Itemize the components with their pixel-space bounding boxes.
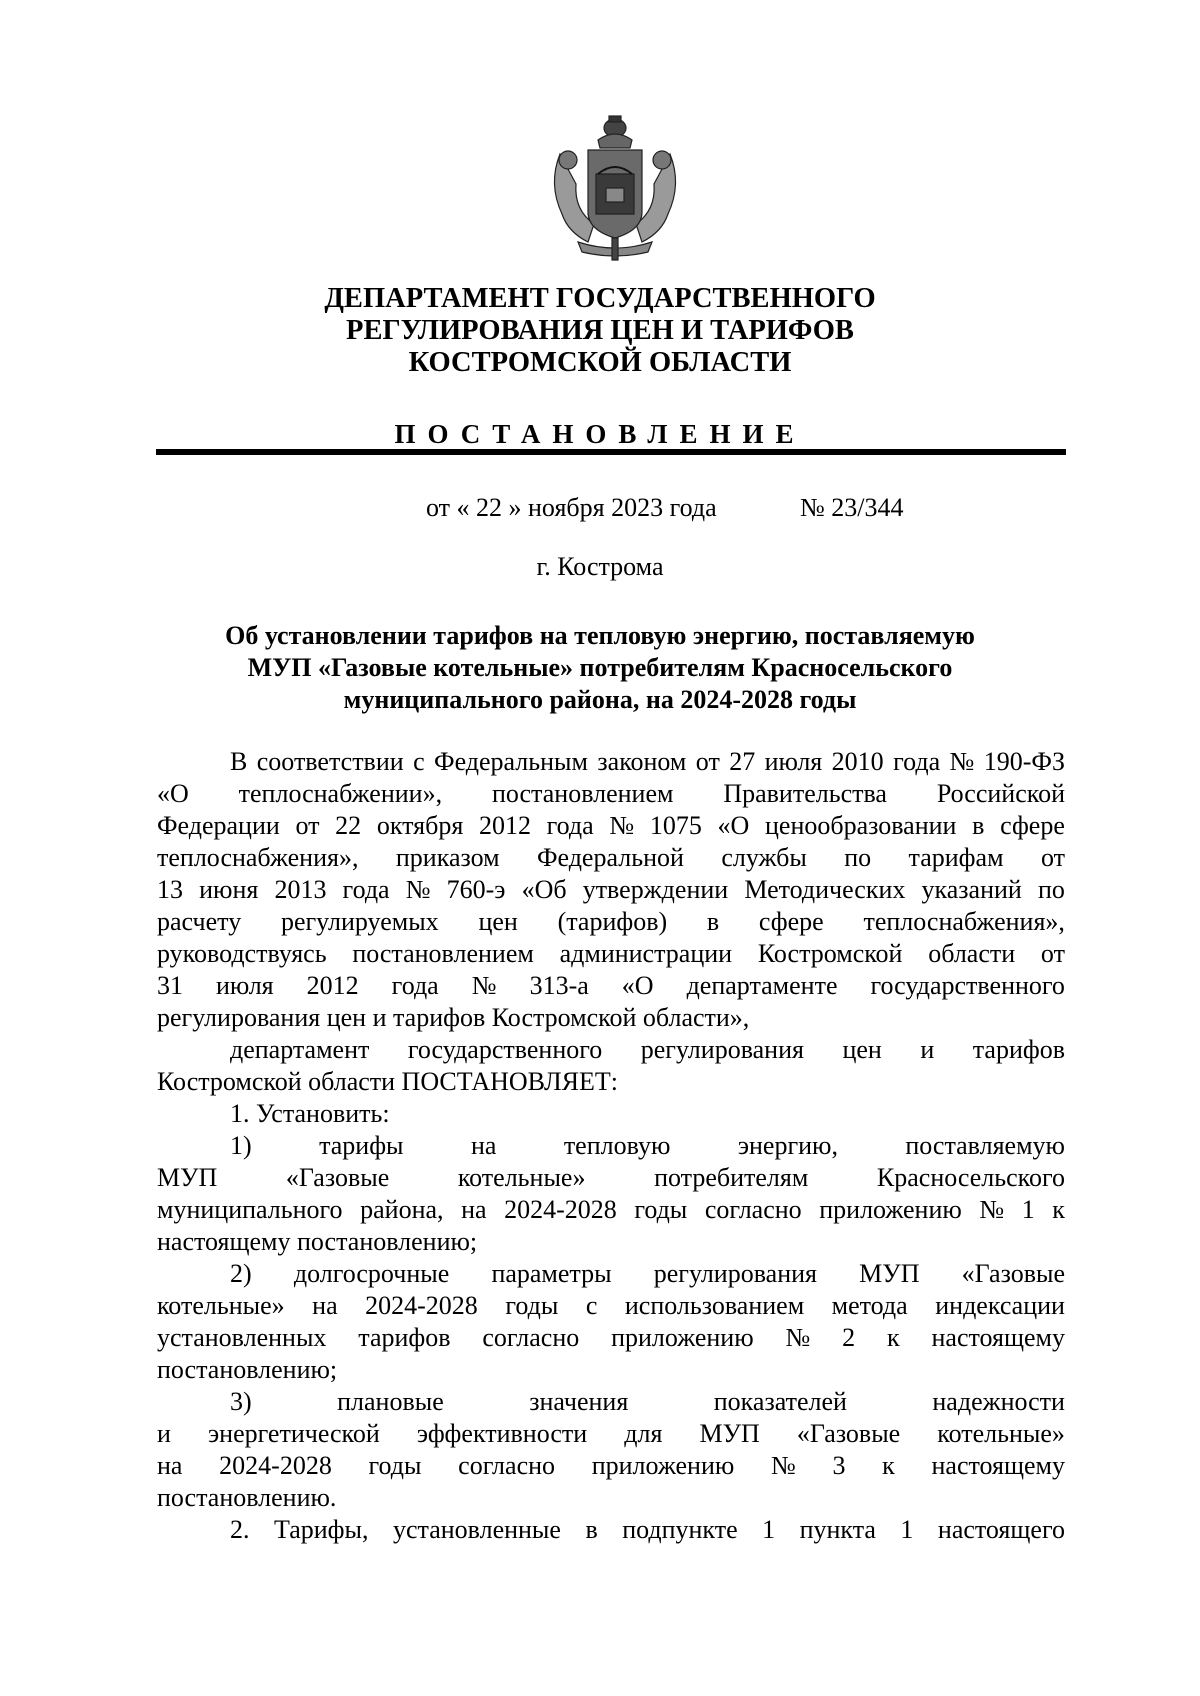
body-word: 2012	[478, 811, 531, 840]
body-word: Красносельского	[876, 1163, 1065, 1192]
body-text: Костромской области ПОСТАНОВЛЯЕТ:	[157, 1067, 618, 1096]
body-word: 760-э	[446, 875, 506, 904]
body-word: цен	[478, 907, 518, 936]
body-word: 2024-2028	[504, 1195, 617, 1224]
body-word: года	[546, 811, 594, 840]
body-word: в	[972, 811, 985, 840]
body-word: 2)	[230, 1259, 252, 1288]
body-word: расчету	[157, 907, 242, 936]
subject-line: Об установлении тарифов на тепловую энергию, поставляемую	[225, 621, 975, 650]
body-word: «Газовые	[961, 1259, 1065, 1288]
body-word: «Об	[521, 875, 567, 904]
body-word: с	[413, 747, 425, 776]
body-word: 1	[762, 1515, 776, 1544]
body-word: 190-ФЗ	[983, 747, 1065, 776]
body-word: от	[695, 747, 720, 776]
body-word: указаний	[921, 875, 1022, 904]
body-text: регулирования цен и тарифов Костромской области»,	[157, 1003, 750, 1032]
body-word: руководствуясь	[157, 939, 327, 968]
body-text-line	[157, 1034, 1065, 1066]
body-word: октября	[376, 811, 464, 840]
body-word: июля	[216, 971, 274, 1000]
body-word: тепловую	[563, 1131, 671, 1160]
body-word: постановлением	[352, 939, 534, 968]
body-word: сфере	[758, 907, 824, 936]
department-name-line: РЕГУЛИРОВАНИЯ ЦЕН И ТАРИФОВ	[346, 315, 854, 346]
body-text-line	[157, 1098, 1065, 1130]
body-word: значения	[529, 1387, 629, 1416]
body-word: года	[342, 875, 390, 904]
body-word: области	[928, 939, 1016, 968]
body-text-line	[157, 1514, 1065, 1546]
body-text: настоящему постановлению;	[157, 1227, 478, 1256]
body-text-line	[157, 842, 1065, 874]
body-word: от	[1040, 843, 1065, 872]
body-text-line	[157, 1066, 1065, 1098]
body-text-line	[157, 746, 1065, 778]
body-word: июня	[199, 875, 259, 904]
body-text-line	[157, 906, 1065, 938]
body-word: 1	[900, 1515, 914, 1544]
body-word: тарифам	[908, 843, 1004, 872]
body-word: в	[585, 1515, 598, 1544]
body-word: МУП	[699, 1419, 760, 1448]
body-word: №	[471, 971, 497, 1000]
body-text: постановлению;	[157, 1355, 338, 1384]
body-word: МУП	[157, 1163, 218, 1192]
body-word: метода	[831, 1291, 908, 1320]
body-word: 1)	[230, 1131, 252, 1160]
body-word: «Газовые	[796, 1419, 901, 1448]
body-word: департамент	[230, 1035, 370, 1064]
body-word: «О	[157, 779, 189, 808]
body-word: от	[295, 811, 320, 840]
body-text-line	[157, 1258, 1065, 1290]
department-name-line: ДЕПАРТАМЕНТ ГОСУДАРСТВЕННОГО	[324, 283, 876, 314]
body-word: поставляемую	[905, 1131, 1065, 1160]
document-type-heading: ПОСТАНОВЛЕНИЕ	[394, 419, 806, 449]
body-word: службы	[721, 843, 807, 872]
body-word: теплоснабжении»,	[238, 779, 443, 808]
document-date: от « 22 » ноября 2023 года	[426, 493, 717, 522]
body-word: (тарифов)	[557, 907, 668, 936]
body-word: от	[1040, 939, 1065, 968]
body-text-line	[157, 1322, 1065, 1354]
body-word: регулирования	[640, 1035, 804, 1064]
body-word: использованием	[624, 1291, 805, 1320]
body-word: приложению	[611, 1323, 754, 1352]
body-text-line	[157, 970, 1065, 1002]
body-word: МУП	[859, 1259, 920, 1288]
body-word: Федеральной	[536, 843, 684, 872]
body-word: муниципального	[157, 1195, 343, 1224]
body-word: администрации	[559, 939, 733, 968]
body-word: к	[882, 1451, 895, 1480]
body-word: установленных	[157, 1323, 327, 1352]
body-word: Правительства	[723, 779, 887, 808]
body-word: долгосрочные	[293, 1259, 450, 1288]
body-word: плановые	[337, 1387, 444, 1416]
body-word: «Газовые	[285, 1163, 390, 1192]
body-text-line	[157, 1450, 1065, 1482]
body-text-line	[157, 874, 1065, 906]
body-text-line	[157, 1226, 1065, 1258]
body-word: регулирования	[653, 1259, 817, 1288]
body-word: по	[1037, 875, 1065, 904]
body-text: 1. Установить:	[230, 1099, 390, 1128]
body-word: №	[405, 875, 431, 904]
body-word: В	[230, 747, 248, 776]
document-body	[157, 746, 1065, 1546]
body-word: к	[1052, 1195, 1065, 1224]
body-word: 27	[729, 747, 756, 776]
body-word: департаменте	[686, 971, 838, 1000]
body-word: на	[461, 1195, 487, 1224]
header-divider	[156, 449, 1066, 455]
body-word: котельные»	[457, 1163, 586, 1192]
body-text-line	[157, 810, 1065, 842]
body-word: годы	[634, 1195, 688, 1224]
body-text-line	[157, 1386, 1065, 1418]
body-word: года	[391, 971, 439, 1000]
subject-line: муниципального района, на 2024-2028 годы	[343, 685, 857, 714]
body-word: и	[920, 1035, 935, 1064]
body-word: №	[609, 811, 635, 840]
body-word: 31	[157, 971, 183, 1000]
body-word: года	[893, 747, 941, 776]
body-word: постановлением	[491, 779, 674, 808]
body-word: 2010	[831, 747, 884, 776]
body-word: №	[949, 747, 975, 776]
body-word: Российской	[936, 779, 1065, 808]
body-word: энергетической	[208, 1419, 380, 1448]
body-word: цен	[842, 1035, 882, 1064]
body-word: на	[157, 1451, 183, 1480]
body-word: 22	[335, 811, 362, 840]
body-word: государственного	[870, 971, 1065, 1000]
body-word: 2.	[230, 1515, 250, 1544]
document-city: г. Кострома	[536, 552, 664, 581]
body-word: теплоснабжения»,	[157, 843, 359, 872]
body-text: постановлению.	[157, 1483, 337, 1512]
body-text-line	[157, 1162, 1065, 1194]
body-word: «О	[717, 811, 750, 840]
body-word: приказом	[395, 843, 500, 872]
body-word: в	[706, 907, 720, 936]
body-text-line	[157, 938, 1065, 970]
body-text-line	[157, 1418, 1065, 1450]
subject-line: МУП «Газовые котельные» потребителям Красносельского	[247, 653, 953, 682]
body-word: 2024-2028	[365, 1291, 478, 1320]
body-word: соответствии	[256, 747, 404, 776]
body-word: 2	[842, 1323, 856, 1352]
body-word: на	[470, 1131, 497, 1160]
body-word: 3	[832, 1451, 846, 1480]
body-text-line	[157, 1002, 1065, 1034]
body-word: №	[770, 1451, 796, 1480]
body-word: согласно	[704, 1195, 802, 1224]
body-word: к	[887, 1323, 900, 1352]
body-word: 2013	[274, 875, 327, 904]
body-text-line	[157, 1194, 1065, 1226]
body-word: 1	[1021, 1195, 1035, 1224]
body-word: сфере	[1000, 811, 1065, 840]
body-word: котельные»	[937, 1419, 1065, 1448]
body-word: Федеральным	[434, 747, 588, 776]
body-word: Федерации	[157, 811, 280, 840]
body-word: июля	[764, 747, 823, 776]
body-word: настоящему	[931, 1323, 1065, 1352]
department-name-line: КОСТРОМСКОЙ ОБЛАСТИ	[408, 347, 792, 378]
body-word: по	[844, 843, 872, 872]
body-word: утверждении	[582, 875, 729, 904]
body-word: приложению	[591, 1451, 735, 1480]
body-word: котельные»	[157, 1291, 285, 1320]
body-word: настоящему	[931, 1451, 1065, 1480]
body-word: настоящего	[937, 1515, 1065, 1544]
body-word: 1075	[649, 811, 702, 840]
body-word: регулируемых	[280, 907, 439, 936]
body-word: эффективности	[416, 1419, 588, 1448]
body-word: годы	[505, 1291, 559, 1320]
body-word: «О	[621, 971, 654, 1000]
body-word: №	[785, 1323, 811, 1352]
body-word: для	[624, 1419, 663, 1448]
body-word: законом	[597, 747, 687, 776]
body-word: надежности	[932, 1387, 1065, 1416]
department-name	[0, 283, 1200, 379]
body-word: Костромской	[757, 939, 903, 968]
body-word: на	[312, 1291, 338, 1320]
body-word: энергию,	[737, 1131, 838, 1160]
body-word: тарифов	[972, 1035, 1065, 1064]
body-word: Тарифы,	[273, 1515, 369, 1544]
body-word: потребителям	[654, 1163, 809, 1192]
body-word: подпункте	[622, 1515, 738, 1544]
body-word: теплоснабжения»,	[863, 907, 1065, 936]
body-text-line	[157, 1290, 1065, 1322]
body-word: 3)	[230, 1387, 252, 1416]
body-word: района,	[360, 1195, 444, 1224]
body-word: тарифов	[358, 1323, 451, 1352]
body-text-line	[157, 1354, 1065, 1386]
body-word: показателей	[713, 1387, 847, 1416]
body-word: пункта	[799, 1515, 876, 1544]
body-word: ценообразовании	[764, 811, 957, 840]
document-subject	[0, 620, 1200, 716]
body-word: параметры	[491, 1259, 612, 1288]
body-word: установленные	[392, 1515, 561, 1544]
body-word: государственного	[407, 1035, 603, 1064]
body-word: с	[585, 1291, 598, 1320]
body-text-line	[157, 1130, 1065, 1162]
body-word: №	[979, 1195, 1005, 1224]
body-word: Методических	[744, 875, 906, 904]
body-word: годы	[368, 1451, 422, 1480]
body-word: и	[157, 1419, 171, 1448]
body-text-line	[157, 1482, 1065, 1514]
body-word: 2012	[306, 971, 359, 1000]
body-word: приложению	[819, 1195, 962, 1224]
body-text-line	[157, 778, 1065, 810]
body-word: тарифы	[319, 1131, 404, 1160]
document-number: № 23/344	[800, 493, 904, 522]
body-word: согласно	[458, 1451, 556, 1480]
body-word: индексации	[935, 1291, 1065, 1320]
coat-of-arms-emblem	[538, 114, 692, 262]
body-word: 2024-2028	[219, 1451, 332, 1480]
body-word: согласно	[482, 1323, 580, 1352]
body-word: 313-а	[529, 971, 589, 1000]
body-word: 13	[157, 875, 183, 904]
